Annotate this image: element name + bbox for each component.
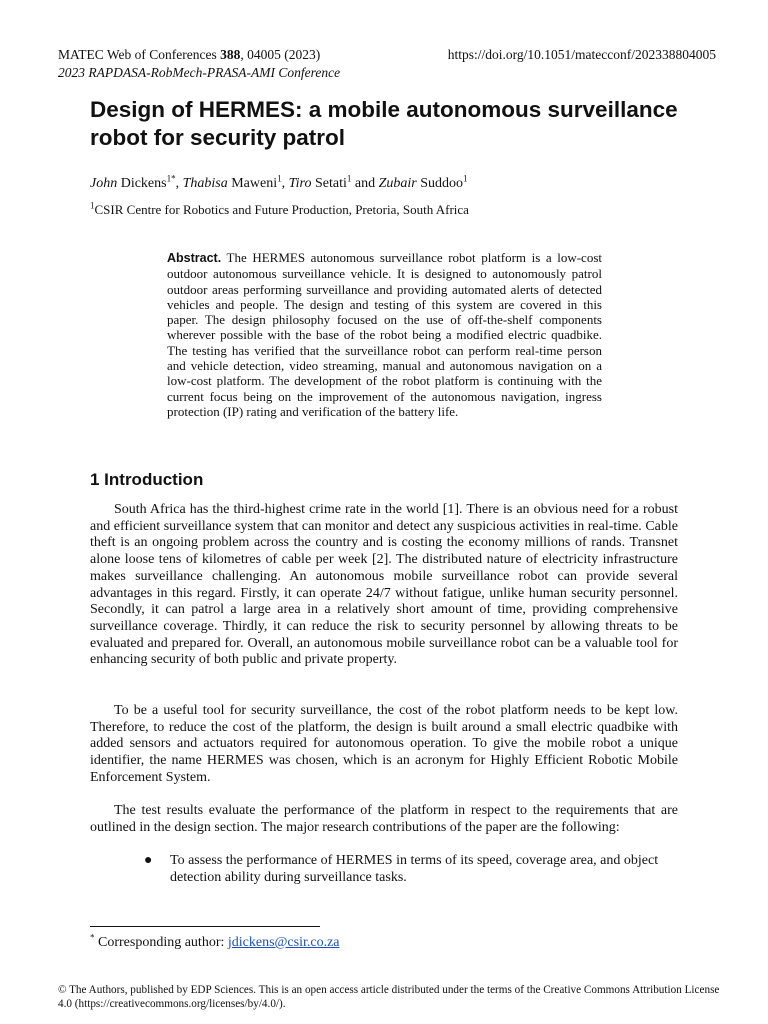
author-list: [90, 173, 468, 192]
journal-volume: 388: [220, 47, 241, 62]
paragraph: South Africa has the third-highest crime rate in the world [1]. There is an obvious need for a robust and efficient surveillance system that can monitor and detect any suspicious activities in real-time. Cable theft is an ongoing problem across the country and is costing the economy millions of rands. Transnet alone loose tens of kilometres of cable per week [2]. The distributed nature of electricity infrastructure makes surveillance challenging. An autonomous mobile surveillance robot can provide several advantages in this regard. Firstly, it can operate 24/7 without fatigue, unlike human security personnel. Secondly, it can patrol a large area in a relatively short amount of time, providing comprehensive surveillance coverage. Thirdly, it can reduce the risk to security personnel by allowing threats to be evaluated and prepared for. Overall, an autonomous mobile surveillance robot can be a valuable tool for enhancing security of both public and private property.: [90, 502, 678, 668]
journal-prefix: MATEC Web of Conferences: [58, 47, 221, 62]
section-heading: 1 Introduction: [90, 470, 204, 489]
conference-name: 2023 RAPDASA-RobMech-PRASA-AMI Conference: [58, 65, 341, 80]
doi-link[interactable]: https://doi.org/10.1051/matecconf/202338804005: [447, 47, 716, 62]
license-notice: © The Authors, published by EDP Sciences. This is an open access article distributed under the terms of the Creative Commons Attribution License 4.0 (https://creativecommons.org/licenses/by/4.0/).: [58, 984, 720, 1010]
footnote-divider: [90, 926, 320, 927]
abstract-label: Abstract.: [167, 251, 222, 265]
footnote: [90, 932, 340, 951]
author: John Dickens$^{1*}$,: [90, 173, 183, 191]
paragraph: To be a useful tool for security surveillance, the cost of the robot platform needs to be kept low. Therefore, to reduce the cost of the platform, the design is built around a small electric quadbike with added sensors and actuators required for autonomous operation. To give the mobile robot a unique identifier, the name HERMES was chosen, which is an acronym for Highly Efficient Robotic Mobile Enforcement System.: [90, 703, 678, 785]
author: Tiro Setati$^1$ and: [288, 173, 379, 191]
footnote-mark: *: [90, 932, 95, 943]
journal-header: [58, 46, 320, 63]
author: Zubair Suddoo$^1$: [378, 173, 468, 191]
bullet-icon: ●: [144, 853, 153, 868]
paragraph: The test results evaluate the performance of the platform in respect to the requirements that are outlined in the design section. The major research contributions of the paper are the following:: [90, 803, 678, 835]
list-item: To assess the performance of HERMES in terms of its speed, coverage area, and object detection ability during surveillance tasks.: [170, 853, 659, 885]
abstract: [167, 250, 602, 419]
footnote-label: Corresponding author:: [94, 935, 228, 950]
affiliation: $^1$CSIR Centre for Robotics and Future Production, Pretoria, South Africa: [90, 200, 469, 217]
email-link[interactable]: jdickens@csir.co.za: [227, 935, 340, 950]
author: Thabisa Maweni$^1$,: [182, 173, 289, 191]
journal-suffix: , 04005 (2023): [240, 47, 321, 62]
abstract-text: The HERMES autonomous surveillance robot platform is a low-cost outdoor autonomous surveillance vehicle. It is designed to autonomously patrol outdoor areas performing surveillance and providing automated alerts of detected vehicles and people. The design and testing of this system are covered in this paper. The design philosophy focused on the use of off-the-shelf components wherever possible with the base of the robot being a modified electric quadbike. The testing has verified that the surveillance robot can perform real-time person and vehicle detection, video streaming, manual and autonomous navigation on a low-cost platform. The development of the robot platform is continuing with the current focus being on the improvement of the autonomous navigation, ingress protection (IP) rating and verification of the battery life.: [167, 250, 602, 419]
paper-title: Design of HERMES: a mobile autonomous surveillance robot for security patrol: [90, 97, 678, 150]
